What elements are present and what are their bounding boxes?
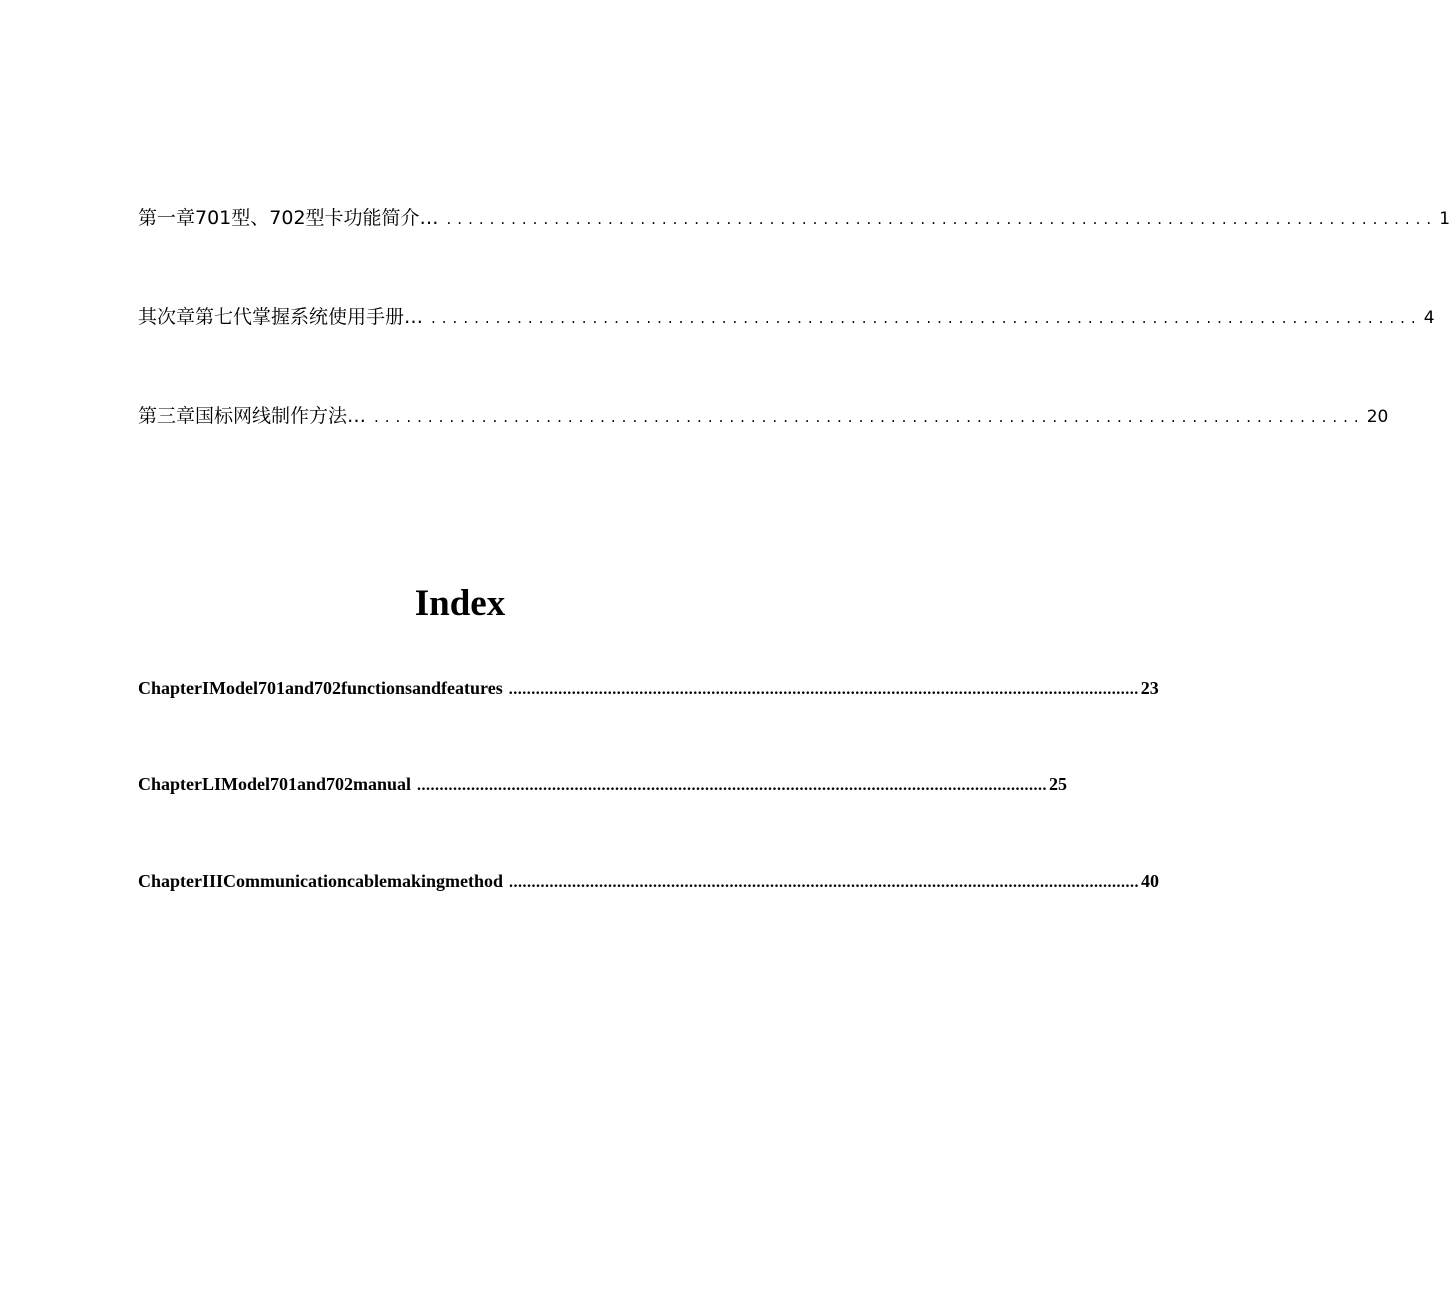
toc-leader-dots: ............................................................................................ bbox=[431, 309, 1422, 327]
toc-entry-title: 第一章701型、702型卡功能简介… bbox=[138, 207, 439, 229]
toc-entry-cn-2 bbox=[138, 302, 1435, 329]
toc-entry-page: 1 bbox=[1439, 209, 1450, 229]
toc-entry-en-3 bbox=[138, 871, 1160, 892]
toc-entry-cn-1 bbox=[138, 203, 1450, 230]
toc-leader-dots: ............................................................................................................................................ bbox=[417, 777, 1048, 794]
toc-entry-page: 4 bbox=[1423, 308, 1435, 328]
toc-entry-page: 23 bbox=[1140, 678, 1159, 698]
toc-entry-en-2 bbox=[138, 774, 1068, 795]
toc-entry-cn-3 bbox=[138, 401, 1389, 428]
toc-entry-title: 其次章第七代掌握系统使用手册… bbox=[138, 306, 424, 328]
toc-entry-page: 20 bbox=[1366, 407, 1389, 427]
toc-leader-dots: ............................................................................................ bbox=[374, 408, 1365, 426]
toc-entry-title: ChapterIModel701and702functionsandfeatures bbox=[138, 678, 503, 698]
toc-leader-dots: ............................................................................................................................................ bbox=[508, 681, 1139, 698]
toc-entry-en-1 bbox=[138, 678, 1159, 699]
toc-entry-page: 40 bbox=[1141, 871, 1160, 891]
toc-leader-dots: ............................................................................................ bbox=[446, 210, 1438, 228]
toc-entry-title: ChapterLIModel701and702manual bbox=[138, 774, 412, 794]
toc-leader-dots: ............................................................................................................................................ bbox=[509, 874, 1140, 891]
toc-entry-page: 25 bbox=[1049, 774, 1068, 794]
index-heading: Index bbox=[414, 583, 506, 624]
toc-entry-title: ChapterIIICommunicationcablemakingmethod bbox=[138, 871, 504, 891]
toc-entry-title: 第三章国标网线制作方法… bbox=[138, 405, 367, 427]
